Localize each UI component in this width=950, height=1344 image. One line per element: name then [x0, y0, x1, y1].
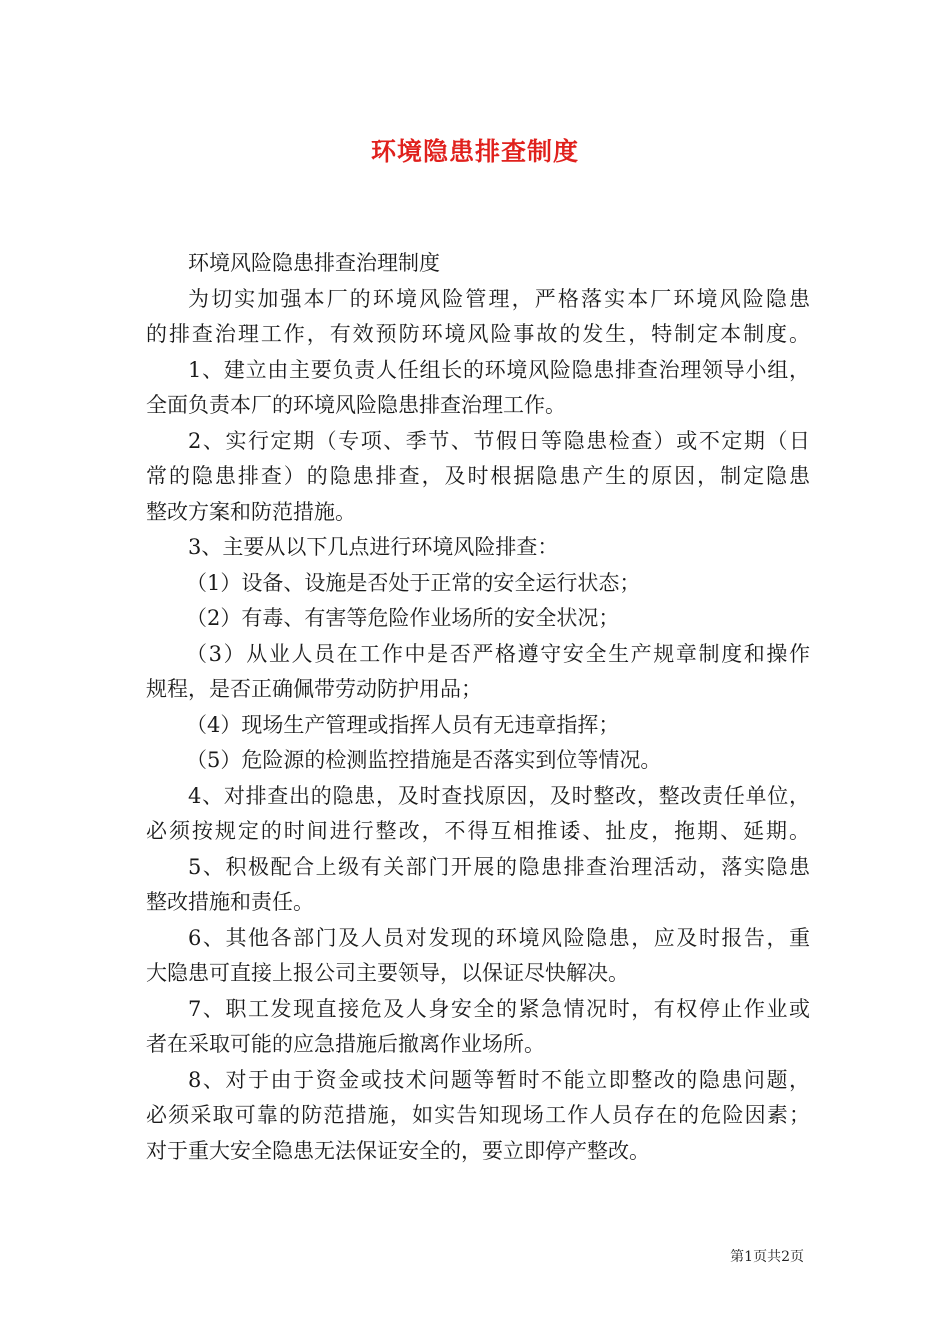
page-indicator: 第1页共2页 [730, 1249, 804, 1265]
document-body [146, 246, 810, 1169]
paragraph-line: 6、其他各部门及人员对发现的环境风险隐患，应及时报告，重 [188, 925, 810, 950]
list-item-line: 规程，是否正确佩带劳动防护用品； [146, 677, 482, 701]
list-item-line: （2）有毒、有害等危险作业场所的安全状况； [186, 606, 620, 630]
paragraph-line: 者在采取可能的应急措施后撤离作业场所。 [146, 1032, 545, 1056]
list-item-line: （4）现场生产管理或指挥人员有无违章指挥； [186, 712, 620, 737]
paragraph-line: 的排查治理工作，有效预防环境风险事故的发生，特制定本制度。 [146, 322, 810, 346]
paragraph-line: 为切实加强本厂的环境风险管理，严格落实本厂环境风险隐患 [188, 286, 810, 311]
list-item-line: （3）从业人员在工作中是否严格遵守安全生产规章制度和操作 [186, 641, 810, 666]
paragraph-line: 整改措施和责任。 [146, 890, 314, 914]
paragraph-line: 必须按规定的时间进行整改，不得互相推诿、扯皮，拖期、延期。 [146, 819, 810, 843]
paragraph-line: 5、积极配合上级有关部门开展的隐患排查治理活动，落实隐患 [188, 854, 810, 879]
list-item-line: （1）设备、设施是否处于正常的安全运行状态； [186, 570, 641, 595]
subtitle-line: 环境风险隐患排查治理制度 [188, 251, 440, 275]
paragraph-line: 8、对于由于资金或技术问题等暂时不能立即整改的隐患问题， [188, 1067, 810, 1092]
paragraph-line: 2、实行定期（专项、季节、节假日等隐患检查）或不定期（日 [188, 428, 810, 453]
document-title: 环境隐患排查制度 [370, 137, 579, 166]
paragraph-line: 1、建立由主要负责人任组长的环境风险隐患排查治理领导小组， [188, 357, 810, 382]
paragraph-line: 大隐患可直接上报公司主要领导，以保证尽快解决。 [146, 961, 629, 985]
paragraph-line: 全面负责本厂的环境风险隐患排查治理工作。 [146, 393, 566, 417]
paragraph-line: 整改方案和防范措施。 [146, 499, 356, 524]
paragraph-line: 常的隐患排查）的隐患排查，及时根据隐患产生的原因，制定隐患 [146, 464, 810, 488]
paragraph-line: 3、主要从以下几点进行环境风险排查： [188, 535, 559, 559]
paragraph-line: 对于重大安全隐患无法保证安全的，要立即停产整改。 [146, 1138, 650, 1163]
paragraph-line: 4、对排查出的隐患，及时查找原因，及时整改，整改责任单位， [188, 783, 810, 808]
paragraph-line: 必须采取可靠的防范措施，如实告知现场工作人员存在的危险因素； [146, 1103, 810, 1127]
list-item-line: （5）危险源的检测监控措施是否落实到位等情况。 [186, 748, 662, 772]
paragraph-line: 7、职工发现直接危及人身安全的紧急情况时，有权停止作业或 [188, 996, 810, 1021]
